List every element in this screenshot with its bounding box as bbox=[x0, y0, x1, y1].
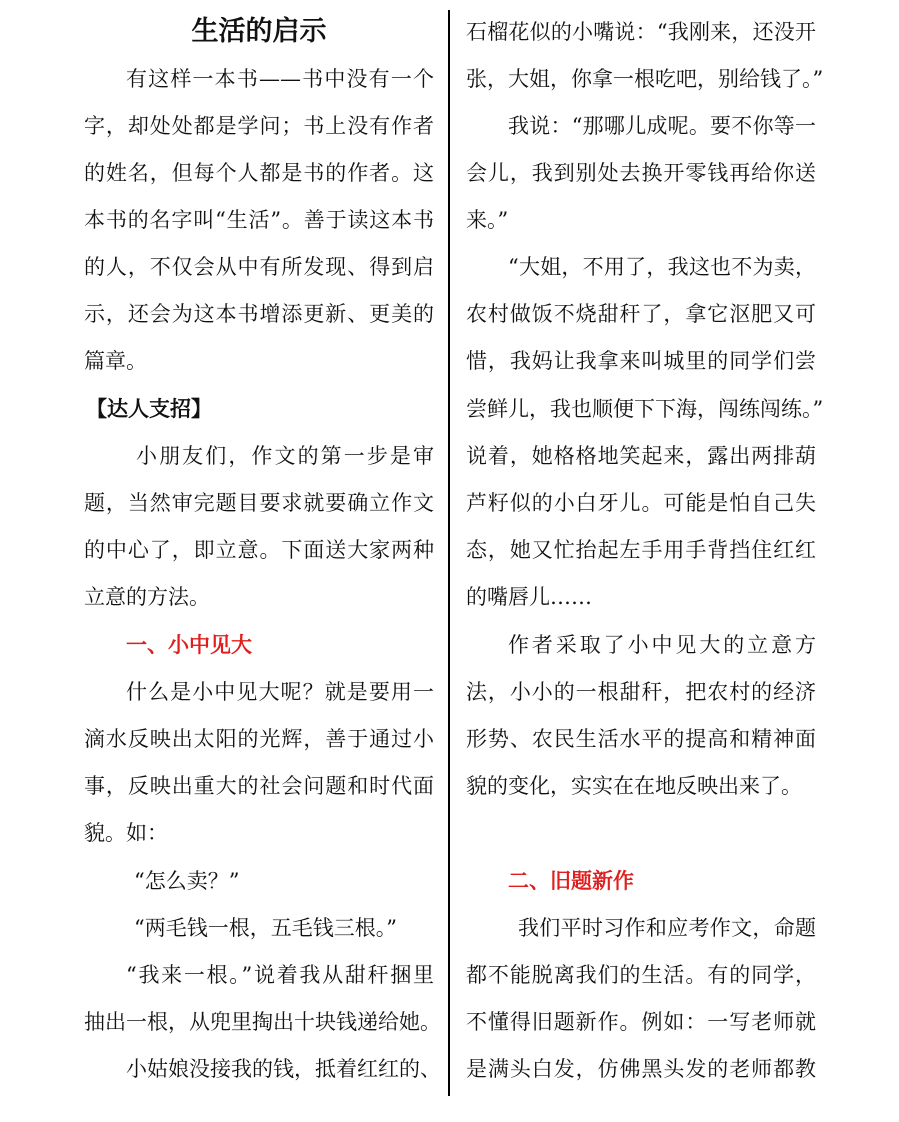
text-line: 法，小小的一根甜秆，把农村的经济 bbox=[466, 680, 816, 704]
text-line: 字，却处处都是学问；书上没有作者 bbox=[84, 114, 434, 138]
subsection-heading: 一、小中见大 bbox=[126, 633, 252, 657]
text-line: 小姑娘没接我的钱，抵着红红的、 bbox=[126, 1057, 441, 1081]
text-line: 作者采取了小中见大的立意方 bbox=[508, 633, 816, 657]
text-line: 滴水反映出太阳的光辉，善于通过小 bbox=[84, 727, 434, 751]
text-line: 来。” bbox=[466, 208, 509, 232]
text-line: 形势、农民生活水平的提高和精神面 bbox=[466, 727, 816, 751]
text-line: 惜，我妈让我拿来叫城里的同学们尝 bbox=[466, 349, 816, 373]
text-line: 有这样一本书——书中没有一个 bbox=[126, 67, 434, 91]
text-line: 农村做饭不烧甜秆了，拿它沤肥又可 bbox=[466, 302, 816, 326]
text-line: “大姐，不用了，我这也不为卖， bbox=[508, 255, 816, 279]
text-line: 尝鲜儿，我也顺便下下海，闯练闯练。” bbox=[466, 397, 824, 421]
text-line: 本书的名字叫“生活”。善于读这本书 bbox=[84, 208, 434, 232]
page-title: 生活的启示 bbox=[191, 16, 327, 47]
text-line: 我说：“那哪儿成呢。要不你等一 bbox=[508, 114, 816, 138]
text-line: 态，她又忙抬起左手用手背挡住红红 bbox=[466, 538, 816, 562]
text-line: 不懂得旧题新作。例如：一写老师就 bbox=[466, 1010, 816, 1034]
text-line: 的中心了，即立意。下面送大家两种 bbox=[84, 538, 434, 562]
text-line: 我们平时习作和应考作文，命题 bbox=[518, 916, 816, 940]
text-line: 会儿，我到别处去换开零钱再给你送 bbox=[466, 161, 816, 185]
text-line: 的人，不仅会从中有所发现、得到启 bbox=[84, 255, 434, 279]
text-line: 是满头白发，仿佛黑头发的老师都教 bbox=[466, 1057, 816, 1081]
text-line: 立意的方法。 bbox=[84, 585, 210, 609]
subsection-heading: 二、旧题新作 bbox=[508, 869, 634, 893]
text-line: 说着，她格格地笑起来，露出两排葫 bbox=[466, 444, 816, 468]
text-line: 小朋友们，作文的第一步是审 bbox=[136, 444, 434, 468]
text-line: 抽出一根，从兜里掏出十块钱递给她。 bbox=[84, 1010, 441, 1034]
text-line: 题，当然审完题目要求就要确立作文 bbox=[84, 491, 434, 515]
text-line: 都不能脱离我们的生活。有的同学， bbox=[466, 963, 816, 987]
text-line: 貌的变化，实实在在地反映出来了。 bbox=[466, 774, 802, 798]
text-line: 张，大姐，你拿一根吃吧，别给钱了。” bbox=[466, 67, 824, 91]
dialogue-line: “怎么卖？” bbox=[134, 869, 240, 893]
dialogue-line: “两毛钱一根，五毛钱三根。” bbox=[134, 916, 397, 940]
text-line: 篇章。 bbox=[84, 349, 147, 373]
text-line: 事，反映出重大的社会问题和时代面 bbox=[84, 774, 434, 798]
text-line: 的姓名，但每个人都是书的作者。这 bbox=[84, 161, 434, 185]
text-line: 芦籽似的小白牙儿。可能是怕自己失 bbox=[466, 491, 816, 515]
text-line: 的嘴唇儿…… bbox=[466, 585, 592, 609]
text-line: “我来一根。”说着我从甜秆捆里 bbox=[126, 963, 434, 987]
text-line: 石榴花似的小嘴说：“我刚来，还没开 bbox=[466, 20, 816, 44]
section-heading: 【达人支招】 bbox=[86, 397, 212, 421]
text-line: 示，还会为这本书增添更新、更美的 bbox=[84, 302, 434, 326]
text-line: 什么是小中见大呢？就是要用一 bbox=[126, 680, 434, 704]
text-line: 貌。如： bbox=[84, 821, 168, 845]
column-divider bbox=[448, 10, 450, 1096]
